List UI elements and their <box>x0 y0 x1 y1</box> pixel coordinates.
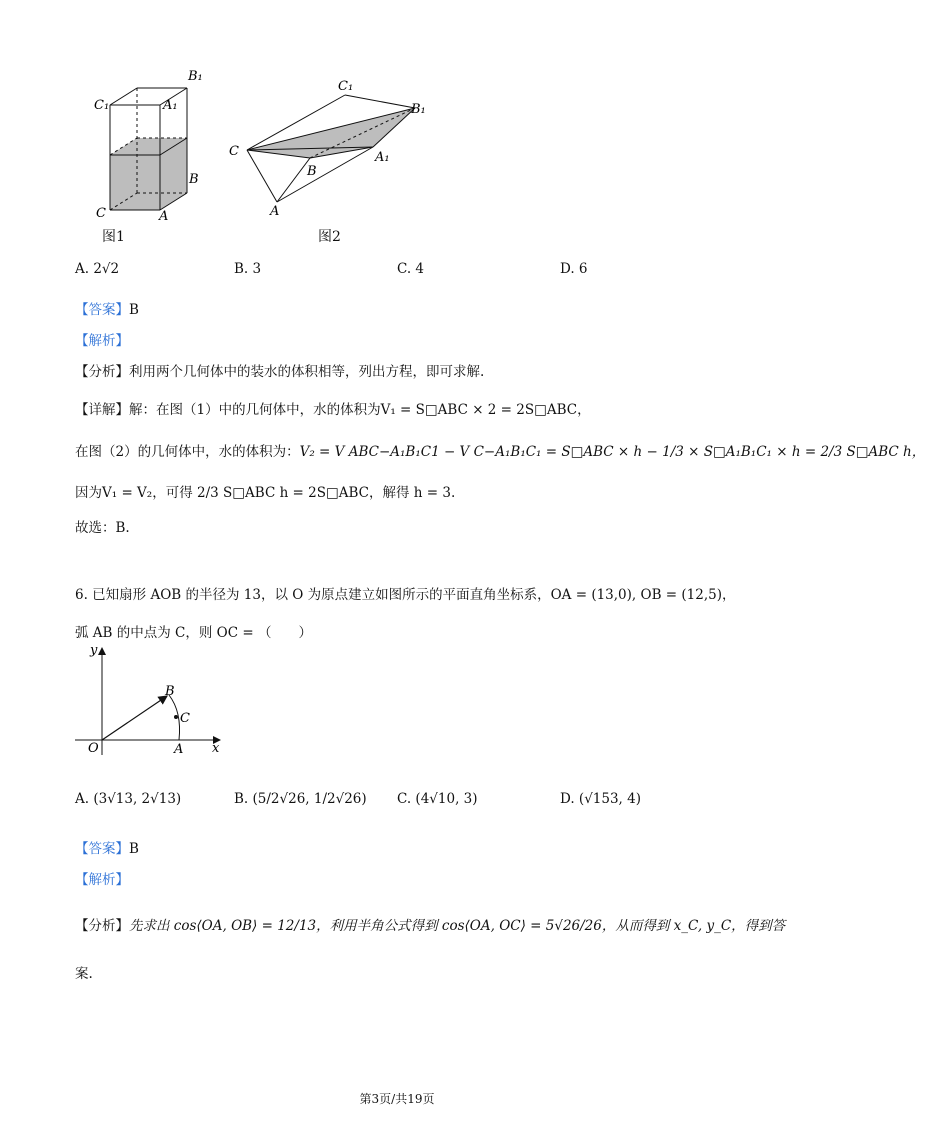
q5-fenxi-tag: 【分析】 <box>75 364 129 380</box>
q6-fenxi-tag: 【分析】 <box>75 918 129 934</box>
q6-label-a: A <box>174 742 184 757</box>
q6-choice-d: D. (√153, 4) <box>560 791 641 807</box>
fig1-label-c: C <box>96 206 106 221</box>
q6-label-b: B <box>165 684 175 699</box>
q6-fenxi <box>75 914 785 934</box>
q5-analysis-tag: 【解析】 <box>75 333 129 349</box>
q5-conclusion: 故选：B. <box>75 520 130 536</box>
q6-stem-line2: 弧 AB 的中点为 C，则 OC = （ ） <box>75 625 312 641</box>
fig2-label-b: B <box>307 164 317 179</box>
q5-choice-a: A. 2√2 <box>75 261 120 277</box>
fig2-label-b1: B₁ <box>411 102 426 117</box>
q6-choice-c: C. (4√10, 3) <box>397 791 478 807</box>
fig2-label-c: C <box>229 144 239 159</box>
fig1-label-b1: B₁ <box>188 69 203 84</box>
q5-xiangjie-tag: 【详解】 <box>75 402 129 418</box>
fig1-label-c1: C₁ <box>94 98 110 113</box>
q5-line2 <box>75 440 925 460</box>
fig2-label-c1: C₁ <box>338 79 354 94</box>
q6-answer-value: B <box>129 841 139 857</box>
q6-point-c <box>174 715 178 719</box>
fig2-label-a: A <box>270 204 280 219</box>
q5-xiangjie <box>75 398 591 418</box>
q5-answer-tag: 【答案】 <box>75 302 129 318</box>
q5-fenxi <box>75 360 484 380</box>
fig2-label-a1: A₁ <box>375 150 390 165</box>
figure-2-prism <box>225 75 435 220</box>
q5-answer <box>75 298 139 318</box>
page-footer: 第3页/共19页 <box>359 1092 435 1106</box>
figure-2-caption: 图2 <box>318 229 341 245</box>
fig1-label-b: B <box>189 172 199 187</box>
q6-answer-tag: 【答案】 <box>75 841 129 857</box>
q6-analysis-tag: 【解析】 <box>75 872 129 888</box>
q5-choice-b: B. 3 <box>234 261 262 277</box>
q5-line1: 解：在图（1）中的几何体中，水的体积为V₁ = S□ABC × 2 = 2S□ABC， <box>129 402 591 418</box>
fig1-label-a: A <box>159 209 169 224</box>
q5-analysis <box>75 329 129 349</box>
q5-fenxi-text: 利用两个几何体中的装水的体积相等，列出方程，即可求解. <box>129 364 485 380</box>
q6-fenxi-text: 先求出 cos⟨OA, OB⟩ = 12/13，利用半角公式得到 cos⟨OA, OC⟩ = 5√26/26，从而得到 x_C, y_C，得到答 <box>129 918 786 934</box>
q6-answer <box>75 837 139 857</box>
q6-label-c: C <box>180 711 190 726</box>
q6-label-y: y <box>90 643 98 658</box>
q5-line2-math: V₂ = V ABC−A₁B₁C1 − V C−A₁B₁C₁ = S□ABC × h − 1/3 × S□A₁B₁C₁ × h = 2/3 S□ABC h， <box>299 444 925 460</box>
q5-choice-d: D. 6 <box>560 261 588 277</box>
q6-stem-line1: 6. 已知扇形 AOB 的半径为 13，以 O 为原点建立如图所示的平面直角坐标系，OA = (13,0), OB = (12,5)， <box>75 587 736 603</box>
q6-label-x: x <box>212 741 220 756</box>
figure-1-caption: 图1 <box>102 229 125 245</box>
q6-coordinate-figure <box>70 640 240 760</box>
q5-line2-prefix: 在图（2）的几何体中，水的体积为： <box>75 444 300 460</box>
q6-label-o: O <box>88 741 99 756</box>
q5-answer-value: B <box>129 302 139 318</box>
q5-choice-c: C. 4 <box>397 261 425 277</box>
q6-choice-b: B. (5/2√26, 1/2√26) <box>234 791 367 807</box>
figure-1-prism <box>85 62 220 227</box>
q6-fenxi-line2: 案. <box>75 966 93 982</box>
q6-analysis <box>75 868 129 888</box>
q5-line3: 因为V₁ = V₂，可得 2/3 S□ABC h = 2S□ABC，解得 h = 3. <box>75 485 456 501</box>
fig1-label-a1: A₁ <box>163 98 178 113</box>
q6-choice-a: A. (3√13, 2√13) <box>75 791 182 807</box>
